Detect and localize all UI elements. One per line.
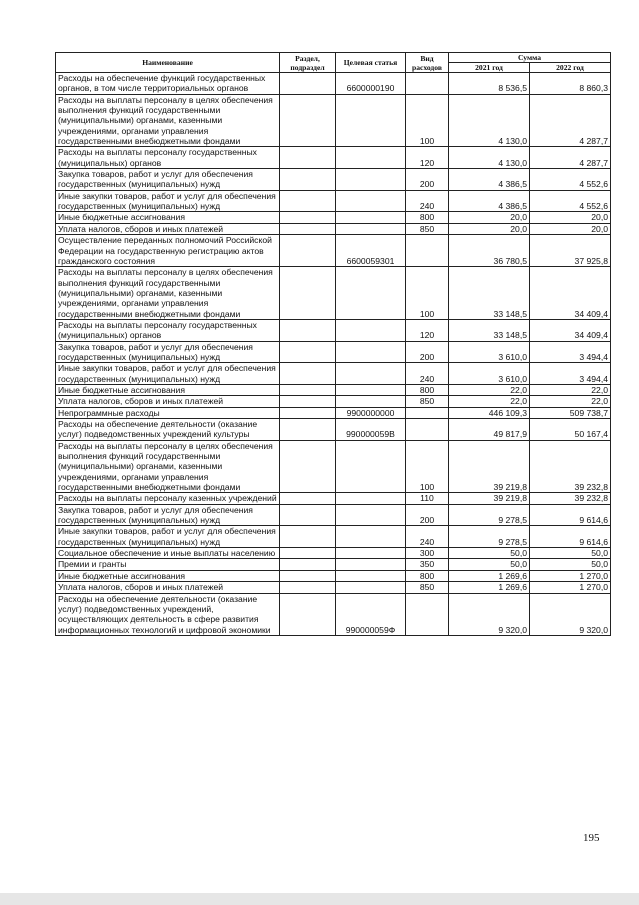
row-target (336, 94, 406, 147)
row-sum-2021: 446 109,3 (449, 407, 530, 418)
row-target (336, 190, 406, 212)
row-kind (406, 235, 449, 267)
table-row (56, 147, 611, 169)
row-sum-2022: 20,0 (530, 223, 611, 234)
row-sum-2022: 22,0 (530, 396, 611, 407)
header-target: Целевая статья (336, 53, 406, 73)
row-sum-2021: 4 130,0 (449, 94, 530, 147)
table-row (56, 440, 611, 493)
row-sum-2021: 39 219,8 (449, 493, 530, 504)
row-sum-2021: 20,0 (449, 223, 530, 234)
row-kind: 300 (406, 548, 449, 559)
row-kind: 100 (406, 440, 449, 493)
row-kind: 100 (406, 267, 449, 320)
row-name: Иные бюджетные ассигнования (56, 384, 280, 395)
row-sum-2021: 49 817,9 (449, 419, 530, 441)
row-kind: 120 (406, 319, 449, 341)
row-sum-2022: 34 409,4 (530, 319, 611, 341)
row-target (336, 493, 406, 504)
row-target (336, 169, 406, 191)
row-kind: 120 (406, 147, 449, 169)
row-sum-2021: 33 148,5 (449, 267, 530, 320)
header-sum: Сумма (449, 53, 611, 63)
row-target (336, 396, 406, 407)
row-name: Уплата налогов, сборов и иных платежей (56, 582, 280, 593)
row-name: Расходы на выплаты персоналу в целях обеспечения выполнения функций государственными (муниципальными) органами, казенными учреждениями, органами управления государственными внебюджетными фондами (56, 94, 280, 147)
row-section (280, 341, 336, 363)
row-sum-2021: 1 269,6 (449, 570, 530, 581)
row-target (336, 363, 406, 385)
row-sum-2022: 8 860,3 (530, 73, 611, 95)
row-section (280, 582, 336, 593)
row-kind: 240 (406, 363, 449, 385)
page-number: 195 (583, 832, 600, 844)
table-row (56, 94, 611, 147)
row-sum-2022: 1 270,0 (530, 582, 611, 593)
row-section (280, 396, 336, 407)
table-row (56, 341, 611, 363)
row-kind (406, 407, 449, 418)
row-sum-2021: 4 386,5 (449, 190, 530, 212)
row-sum-2021: 20,0 (449, 212, 530, 223)
row-target (336, 440, 406, 493)
row-section (280, 504, 336, 526)
table-row (56, 493, 611, 504)
row-sum-2021: 36 780,5 (449, 235, 530, 267)
row-target: 990000059В (336, 419, 406, 441)
table-row (56, 384, 611, 395)
row-sum-2022: 9 614,6 (530, 504, 611, 526)
row-target (336, 582, 406, 593)
header-kind: Вид расходов (406, 53, 449, 73)
row-section (280, 440, 336, 493)
row-sum-2022: 9 614,6 (530, 526, 611, 548)
row-kind: 850 (406, 223, 449, 234)
row-sum-2021: 1 269,6 (449, 582, 530, 593)
row-sum-2022: 50,0 (530, 548, 611, 559)
row-section (280, 319, 336, 341)
header-name: Наименование (56, 53, 280, 73)
row-sum-2022: 22,0 (530, 384, 611, 395)
row-kind (406, 593, 449, 635)
table-row (56, 548, 611, 559)
row-section (280, 419, 336, 441)
row-sum-2022: 4 287,7 (530, 94, 611, 147)
table-row (56, 396, 611, 407)
row-sum-2022: 509 738,7 (530, 407, 611, 418)
row-sum-2021: 3 610,0 (449, 341, 530, 363)
row-name: Расходы на обеспечение деятельности (оказание услуг) подведомственных учреждений, осуществляющих деятельность в сфере развития информационных технологий и цифровой экономики (56, 593, 280, 635)
row-sum-2021: 22,0 (449, 396, 530, 407)
row-target (336, 319, 406, 341)
row-kind: 850 (406, 582, 449, 593)
row-kind: 350 (406, 559, 449, 570)
header-2022: 2022 год (530, 63, 611, 73)
row-section (280, 147, 336, 169)
row-name: Иные закупки товаров, работ и услуг для обеспечения государственных (муниципальных) нужд (56, 363, 280, 385)
row-sum-2021: 33 148,5 (449, 319, 530, 341)
row-sum-2022: 3 494,4 (530, 341, 611, 363)
table-row (56, 593, 611, 635)
row-name: Расходы на обеспечение функций государственных органов, в том числе территориальных органов (56, 73, 280, 95)
row-sum-2021: 39 219,8 (449, 440, 530, 493)
row-section (280, 73, 336, 95)
header-2021: 2021 год (449, 63, 530, 73)
row-name: Иные бюджетные ассигнования (56, 570, 280, 581)
footer-band (0, 893, 639, 905)
row-target: 990000059Ф (336, 593, 406, 635)
row-section (280, 190, 336, 212)
row-section (280, 235, 336, 267)
header-section: Раздел, подраздел (280, 53, 336, 73)
row-section (280, 267, 336, 320)
row-kind: 800 (406, 212, 449, 223)
row-sum-2022: 39 232,8 (530, 440, 611, 493)
table-row (56, 319, 611, 341)
table-row (56, 570, 611, 581)
row-target (336, 559, 406, 570)
row-target (336, 570, 406, 581)
row-sum-2022: 1 270,0 (530, 570, 611, 581)
row-target (336, 526, 406, 548)
row-target: 9900000000 (336, 407, 406, 418)
row-target (336, 548, 406, 559)
row-kind: 110 (406, 493, 449, 504)
row-kind: 800 (406, 570, 449, 581)
row-section (280, 363, 336, 385)
row-sum-2022: 4 552,6 (530, 169, 611, 191)
row-kind: 850 (406, 396, 449, 407)
row-sum-2022: 3 494,4 (530, 363, 611, 385)
row-kind: 800 (406, 384, 449, 395)
row-sum-2021: 9 320,0 (449, 593, 530, 635)
row-kind: 100 (406, 94, 449, 147)
row-kind (406, 73, 449, 95)
row-name: Осуществление переданных полномочий Российской Федерации на государственную регистрацию актов гражданского состояния (56, 235, 280, 267)
row-target (336, 504, 406, 526)
table-row (56, 212, 611, 223)
row-kind: 200 (406, 341, 449, 363)
row-name: Иные закупки товаров, работ и услуг для обеспечения государственных (муниципальных) нужд (56, 190, 280, 212)
row-target (336, 147, 406, 169)
table-row (56, 407, 611, 418)
row-name: Иные закупки товаров, работ и услуг для обеспечения государственных (муниципальных) нужд (56, 526, 280, 548)
row-section (280, 384, 336, 395)
table-row (56, 559, 611, 570)
row-target (336, 212, 406, 223)
row-name: Расходы на выплаты персоналу в целях обеспечения выполнения функций государственными (муниципальными) органами, казенными учреждениями, органами управления государственными внебюджетными фондами (56, 267, 280, 320)
row-kind: 240 (406, 190, 449, 212)
row-sum-2021: 50,0 (449, 548, 530, 559)
row-kind: 200 (406, 504, 449, 526)
row-sum-2021: 3 610,0 (449, 363, 530, 385)
row-name: Социальное обеспечение и иные выплаты населению (56, 548, 280, 559)
row-name: Непрограммные расходы (56, 407, 280, 418)
row-target (336, 341, 406, 363)
table-row (56, 73, 611, 95)
row-sum-2021: 22,0 (449, 384, 530, 395)
row-sum-2022: 50,0 (530, 559, 611, 570)
row-name: Уплата налогов, сборов и иных платежей (56, 396, 280, 407)
row-kind (406, 419, 449, 441)
row-name: Закупка товаров, работ и услуг для обеспечения государственных (муниципальных) нужд (56, 341, 280, 363)
row-sum-2021: 9 278,5 (449, 504, 530, 526)
row-name: Иные бюджетные ассигнования (56, 212, 280, 223)
row-section (280, 493, 336, 504)
row-sum-2021: 8 536,5 (449, 73, 530, 95)
row-target (336, 223, 406, 234)
row-sum-2022: 4 552,6 (530, 190, 611, 212)
row-name: Закупка товаров, работ и услуг для обеспечения государственных (муниципальных) нужд (56, 169, 280, 191)
row-sum-2021: 50,0 (449, 559, 530, 570)
table-body (56, 73, 611, 636)
budget-table (55, 52, 611, 636)
row-target (336, 384, 406, 395)
table-row (56, 223, 611, 234)
row-sum-2021: 4 130,0 (449, 147, 530, 169)
row-name: Расходы на выплаты персоналу государственных (муниципальных) органов (56, 147, 280, 169)
table-row (56, 190, 611, 212)
row-kind: 240 (406, 526, 449, 548)
table-row (56, 363, 611, 385)
row-target: 6600000190 (336, 73, 406, 95)
row-sum-2022: 4 287,7 (530, 147, 611, 169)
row-sum-2022: 37 925,8 (530, 235, 611, 267)
row-section (280, 212, 336, 223)
row-sum-2022: 20,0 (530, 212, 611, 223)
row-name: Расходы на выплаты персоналу государственных (муниципальных) органов (56, 319, 280, 341)
row-section (280, 407, 336, 418)
row-section (280, 526, 336, 548)
row-kind: 200 (406, 169, 449, 191)
row-name: Расходы на обеспечение деятельности (оказание услуг) подведомственных учреждений культуры (56, 419, 280, 441)
table-row (56, 526, 611, 548)
row-section (280, 169, 336, 191)
row-section (280, 548, 336, 559)
row-name: Премии и гранты (56, 559, 280, 570)
row-section (280, 94, 336, 147)
row-sum-2022: 9 320,0 (530, 593, 611, 635)
table-row (56, 582, 611, 593)
row-sum-2021: 4 386,5 (449, 169, 530, 191)
row-name: Уплата налогов, сборов и иных платежей (56, 223, 280, 234)
row-section (280, 570, 336, 581)
table-row (56, 419, 611, 441)
row-sum-2022: 39 232,8 (530, 493, 611, 504)
row-name: Расходы на выплаты персоналу в целях обеспечения выполнения функций государственными (муниципальными) органами, казенными учреждениями, органами управления государственными внебюджетными фондами (56, 440, 280, 493)
table-row (56, 504, 611, 526)
row-section (280, 559, 336, 570)
row-sum-2022: 50 167,4 (530, 419, 611, 441)
row-name: Расходы на выплаты персоналу казенных учреждений (56, 493, 280, 504)
row-section (280, 593, 336, 635)
row-sum-2021: 9 278,5 (449, 526, 530, 548)
header-row (56, 53, 611, 63)
row-section (280, 223, 336, 234)
row-target (336, 267, 406, 320)
table-row (56, 235, 611, 267)
table-row (56, 169, 611, 191)
table-row (56, 267, 611, 320)
row-target: 6600059301 (336, 235, 406, 267)
row-sum-2022: 34 409,4 (530, 267, 611, 320)
row-name: Закупка товаров, работ и услуг для обеспечения государственных (муниципальных) нужд (56, 504, 280, 526)
